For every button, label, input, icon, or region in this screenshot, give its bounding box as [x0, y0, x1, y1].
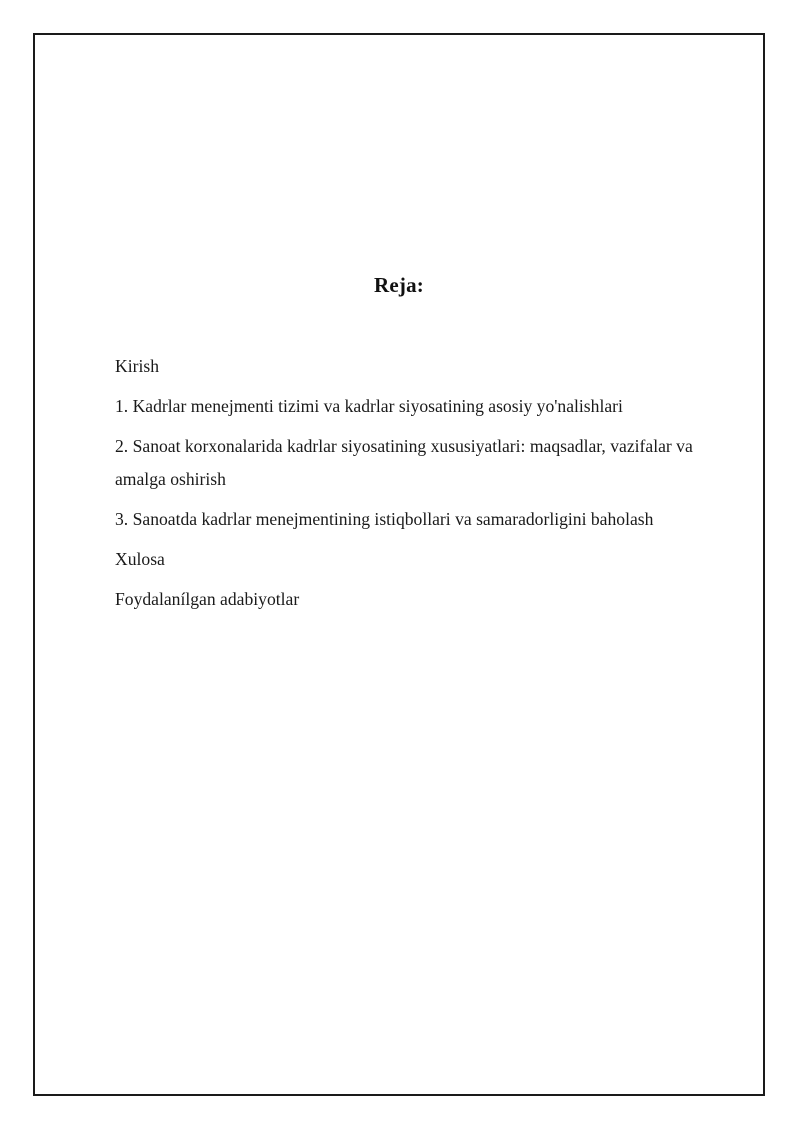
toc-item-chapter-3: 3. Sanoatda kadrlar menejmentining istiqbollari va samaradorligini baholash: [115, 509, 654, 529]
toc-item-introduction: Kirish: [115, 356, 159, 376]
toc-item-chapter-1: 1. Kadrlar menejmenti tizimi va kadrlar siyosatining asosiy yo'nalishlari: [115, 396, 623, 416]
table-of-contents: [115, 350, 745, 623]
plan-title: Reja:: [374, 273, 424, 297]
toc-item-references: Foydalanílgan adabiyotlar: [115, 589, 300, 609]
toc-item-conclusion: Xulosa: [115, 549, 165, 569]
toc-item-chapter-2: 2. Sanoat korxonalarida kadrlar siyosatining xususiyatlari: maqsadlar, vazifalar va amalga oshirish: [115, 436, 693, 489]
